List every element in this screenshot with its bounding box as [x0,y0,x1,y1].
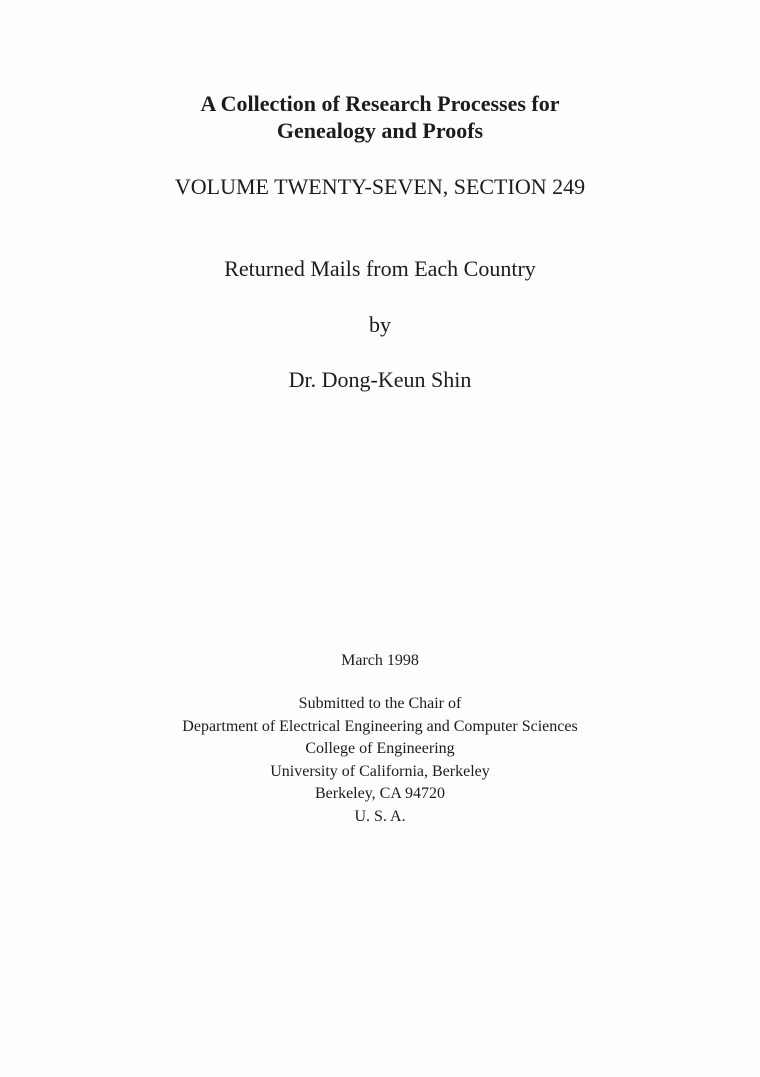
volume-section: VOLUME TWENTY-SEVEN, SECTION 249 [174,174,586,199]
submission-line-3: College of Engineering [305,740,455,757]
title-line-2: Genealogy and Proofs [276,118,484,143]
submission-line-1: Submitted to the Chair of [298,695,462,712]
author-name: Dr. Dong-Keun Shin [288,367,472,392]
submission-line-4: University of California, Berkeley [270,762,490,780]
submission-line-2: Department of Electrical Engineering and Computer Sciences [182,717,578,735]
by-line: by [369,312,391,337]
publication-date: March 1998 [341,652,419,669]
submission-line-5: Berkeley, CA 94720 [314,785,446,802]
submission-block [0,693,760,828]
document-title [0,90,760,144]
document-subject: Returned Mails from Each Country [224,256,536,281]
title-line-1: A Collection of Research Processes for [200,91,560,116]
submission-line-6: U. S. A. [354,807,406,825]
